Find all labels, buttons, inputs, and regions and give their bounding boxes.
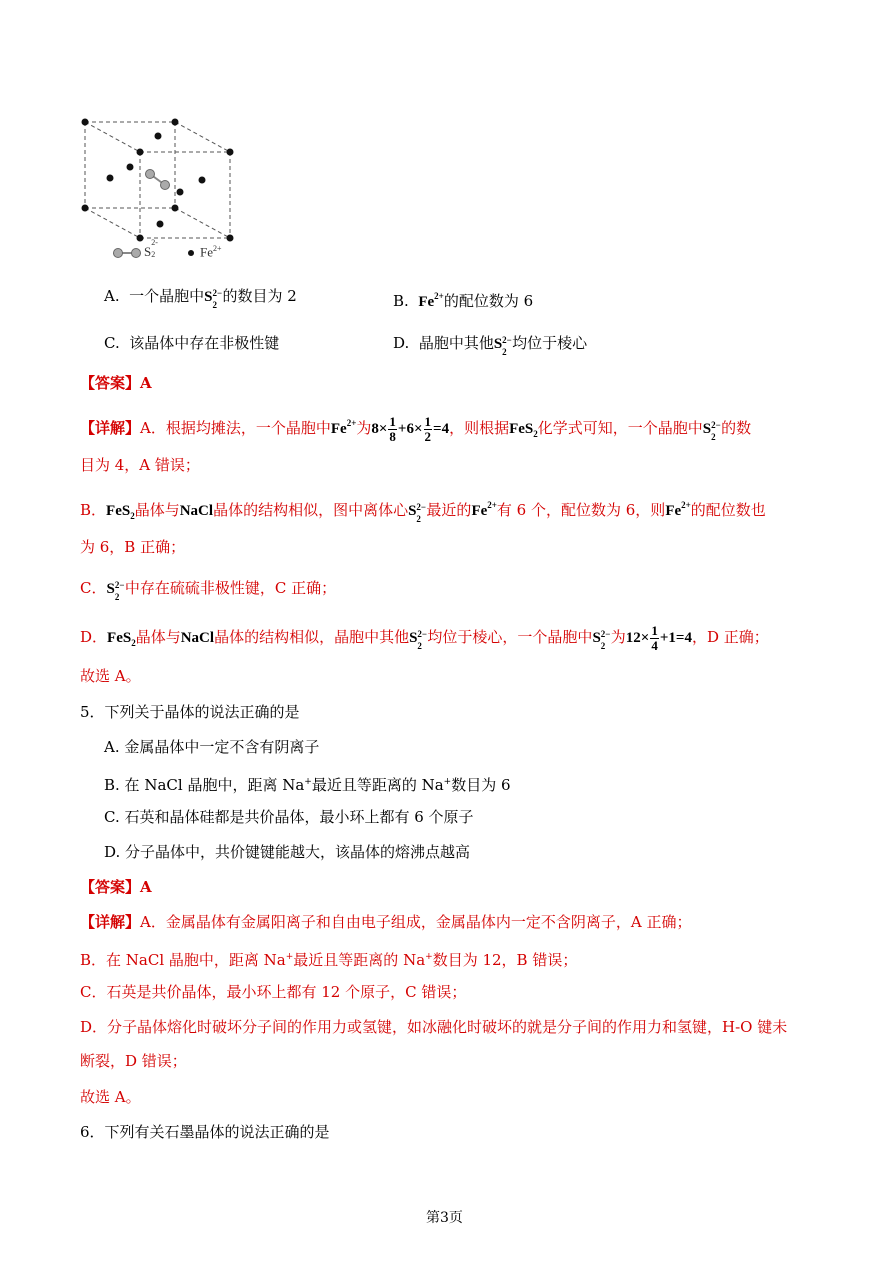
q4-explain-line-6: D．FeS$_2$晶体与NaCl晶体的结构相似，晶胞中其他S 2− 2 均位于棱心，一个晶胞中S 2− 2 为12× $\frac{1}{4}$ +1=4，D 正确；	[80, 623, 769, 653]
q4-option-d: D. 晶胞中其他S 2− 2 均位于棱心	[393, 334, 588, 357]
fe-atom	[107, 175, 114, 182]
page-number: 第3页	[426, 1210, 463, 1226]
legend-fe-label: $Fe^{2+}$	[200, 244, 222, 260]
q5-answer: 【答案】A	[80, 878, 152, 896]
fe-atom	[172, 119, 179, 126]
q5-explain-line-6: 故选 A。	[80, 1088, 141, 1106]
s2-legend-icon	[114, 249, 141, 258]
q4-explain-line-7: 故选 A。	[80, 667, 141, 685]
s2-dimer-center	[146, 170, 170, 190]
q4-option-b: B. $Fe^{2+}$的配位数为 6	[393, 291, 534, 310]
q5-explain-line-1: 【详解】A．金属晶体有金属阳离子和自由电子组成，金属晶体内一定不含阴离子，A 正确；	[80, 913, 692, 931]
fe-atom	[227, 149, 234, 156]
crystal-cell-figure	[70, 110, 250, 270]
q5-option-d: D. 分子晶体中，共价键键能越大，该晶体的熔沸点越高	[104, 843, 471, 861]
q4-answer: 【答案】A	[80, 374, 152, 392]
q4-explain-line-3: B．FeS$_2$晶体与NaCl晶体的结构相似，图中离体心S 2− 2 最近的$Fe^{2+}$有 6 个，配位数为 6，则$Fe^{2+}$的配位数也	[80, 500, 766, 524]
fe-atom	[82, 205, 89, 212]
q5-stem: 5．下列关于晶体的说法正确的是	[80, 703, 300, 721]
fe-atom	[82, 119, 89, 126]
q5-option-a: A. 金属晶体中一定不含有阴离子	[104, 738, 320, 756]
q4-option-c: C. 该晶体中存在非极性键	[104, 334, 280, 352]
fe-atom	[199, 177, 206, 184]
fe-atom	[157, 221, 164, 228]
fe-atom	[155, 133, 162, 140]
fe-atom	[127, 164, 134, 171]
fe-atom	[177, 189, 184, 196]
q4-explain-line-2: 目为 4，A 错误；	[80, 456, 200, 474]
q5-explain-line-2: B．在 NaCl 晶胞中，距离 Na+最近且等距离的 Na+数目为 12，B 错误；	[80, 951, 578, 969]
q4-option-a: A. 一个晶胞中S 2− 2 的数目为 2	[104, 287, 297, 310]
fe-atom	[227, 235, 234, 242]
fe-legend-icon	[188, 250, 194, 256]
fe-atom	[137, 235, 144, 242]
q4-explain-line-5: C．S 2− 2 中存在硫硫非极性键，C 正确；	[80, 579, 337, 602]
legend-s2-label: S 2- 2	[144, 238, 158, 259]
q5-option-b: B. 在 NaCl 晶胞中，距离 Na+最近且等距离的 Na+数目为 6	[104, 776, 511, 794]
q4-explain-line-1: 【详解】A．根据均摊法，一个晶胞中$Fe^{2+}$为8× $\frac{1}{8}$ +6× $\frac{1}{2}$ =4，则根据FeS$_2$化学式可知，一个晶胞中S 2− 2 的数	[80, 414, 752, 445]
q5-explain-line-5: 断裂，D 错误；	[80, 1052, 187, 1070]
fe-atom	[172, 205, 179, 212]
q6-stem: 6．下列有关石墨晶体的说法正确的是	[80, 1123, 330, 1141]
q5-explain-line-3: C．石英是共价晶体，最小环上都有 12 个原子，C 错误；	[80, 983, 467, 1001]
q4-explain-line-4: 为 6，B 正确；	[80, 538, 186, 556]
q5-option-c: C. 石英和晶体硅都是共价晶体，最小环上都有 6 个原子	[104, 808, 474, 826]
q5-explain-line-4: D．分子晶体熔化时破坏分子间的作用力或氢键，如冰融化时破坏的就是分子间的作用力和氢键，H-O 键未	[80, 1018, 788, 1036]
fe-atom	[137, 149, 144, 156]
